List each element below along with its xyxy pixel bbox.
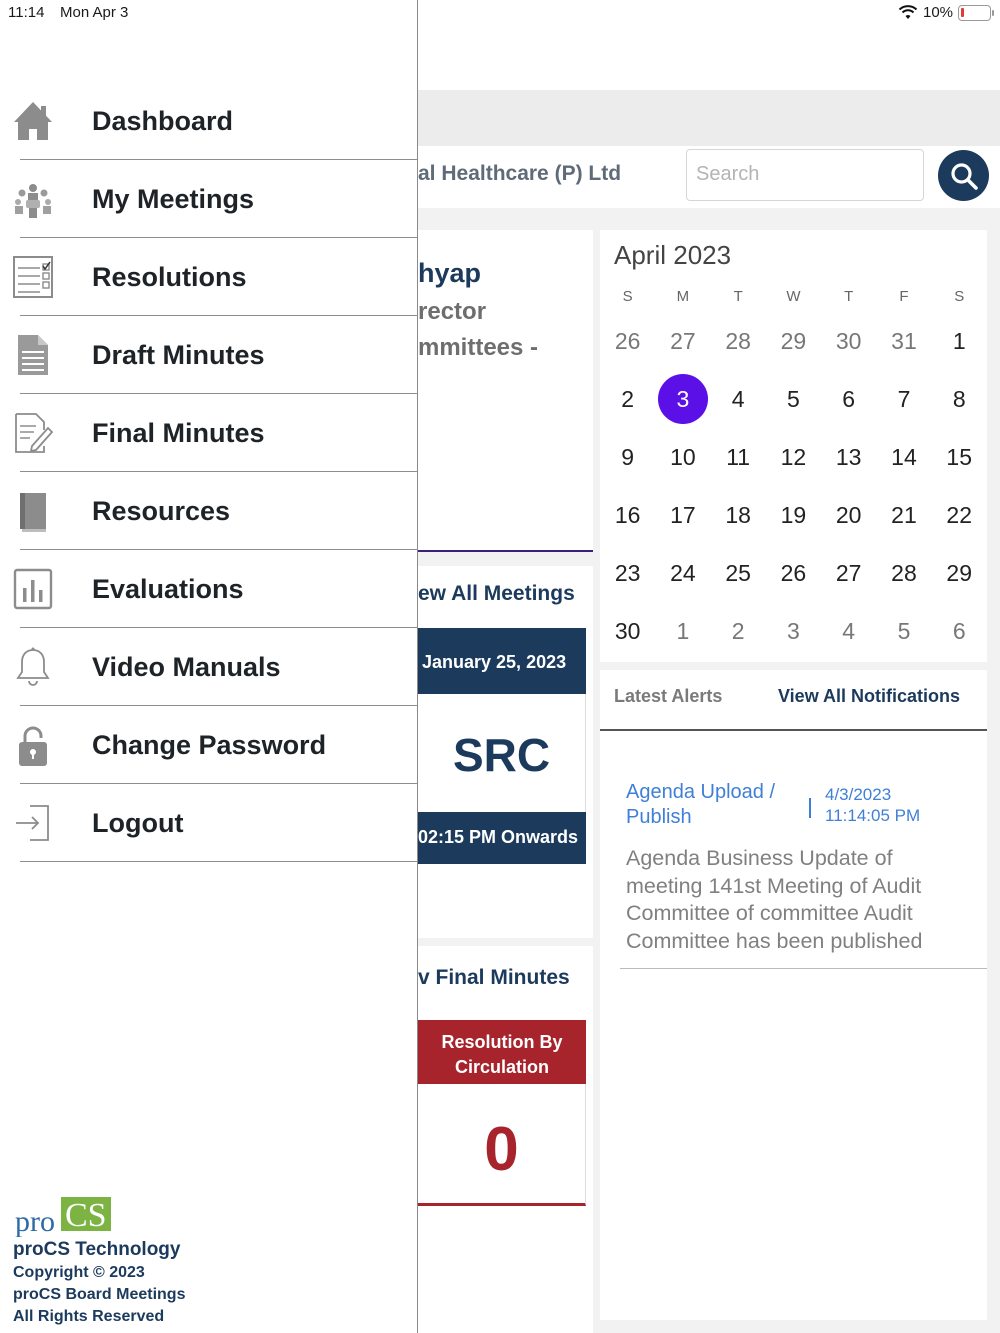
calendar-day[interactable]: 2 [621, 386, 635, 412]
calendar-day[interactable]: 29 [946, 560, 973, 586]
calendar-day[interactable]: 27 [670, 328, 696, 354]
view-all-notifications-link[interactable]: View All Notifications [778, 686, 961, 706]
menu-item-label: Dashboard [92, 105, 234, 136]
alert-type[interactable]: Agenda Upload / Publish [626, 781, 776, 828]
calendar-day[interactable]: 19 [780, 502, 807, 528]
calendar-day[interactable]: 7 [897, 386, 911, 412]
calendar-day[interactable]: 14 [891, 444, 917, 470]
divider [620, 968, 987, 969]
bell-icon [12, 644, 54, 690]
calendar-day[interactable]: 20 [835, 502, 862, 528]
menu-item-label: Final Minutes [92, 417, 265, 448]
final-minutes-card [418, 946, 593, 1333]
menu-item-label: My Meetings [92, 183, 255, 214]
meeting-time: 02:15 PM Onwards [418, 812, 586, 864]
calendar-week [600, 312, 987, 370]
calendar-week [600, 370, 987, 428]
user-role: rector [418, 298, 487, 325]
footer-copyright: Copyright © 2023 [13, 1264, 145, 1281]
battery-percentage: 10% [923, 4, 954, 21]
resolution-by-circulation-label: Resolution By Circulation [418, 1020, 586, 1084]
company-name: al Healthcare (P) Ltd [418, 162, 622, 185]
menu-item-dashboard[interactable] [0, 82, 418, 160]
menu-item-draft-minutes[interactable] [0, 316, 418, 394]
calendar-day[interactable]: 26 [614, 328, 641, 354]
menu-item-final-minutes[interactable] [0, 394, 418, 472]
menu-item-label: Evaluations [92, 573, 244, 604]
weekday-label: T [733, 288, 743, 305]
alert-time: 11:14:05 PM [825, 806, 921, 825]
calendar-day[interactable]: 30 [614, 618, 641, 644]
calendar-week [600, 544, 987, 602]
footer-product: proCS Board Meetings [13, 1286, 186, 1303]
calendar-day[interactable]: 29 [780, 328, 807, 354]
calendar-week [600, 486, 987, 544]
menu-item-label: Draft Minutes [92, 339, 265, 370]
calendar-day[interactable]: 15 [946, 444, 973, 470]
calendar-week [600, 428, 987, 486]
calendar-day[interactable]: 18 [725, 502, 751, 528]
calendar-day[interactable]: 22 [946, 502, 973, 528]
drawer-footer [13, 1193, 313, 1325]
menu-item-evaluations[interactable] [0, 550, 418, 628]
menu-item-resources[interactable] [0, 472, 418, 550]
meeting-committee-code[interactable]: SRC [418, 694, 586, 812]
latest-alerts-panel [600, 670, 987, 1320]
calendar-day[interactable]: 1 [676, 618, 690, 644]
calendar-day[interactable]: 30 [835, 328, 862, 354]
calendar-day[interactable]: 6 [952, 618, 966, 644]
resolution-count[interactable]: 0 [418, 1084, 586, 1206]
profile-card [418, 230, 593, 552]
status-date: Mon Apr 3 [60, 4, 129, 21]
calendar-day[interactable]: 12 [780, 444, 807, 470]
calendar-day[interactable]: 28 [891, 560, 917, 586]
menu-item-label: Resources [92, 495, 231, 526]
checklist-icon [12, 254, 54, 300]
calendar-day[interactable]: 4 [731, 386, 745, 412]
meeting-people-icon [12, 176, 54, 222]
weekday-label: M [676, 288, 690, 305]
document-icon [12, 332, 54, 378]
weekday-label: S [954, 288, 965, 305]
wifi-icon [898, 5, 918, 20]
menu-item-logout[interactable] [0, 784, 418, 862]
calendar-day[interactable]: 11 [726, 444, 751, 470]
top-band [418, 90, 1000, 146]
drawer-menu [0, 82, 418, 862]
calendar-week [600, 602, 987, 660]
calendar-day[interactable]: 2 [731, 618, 745, 644]
calendar-day[interactable]: 5 [787, 386, 800, 412]
search-input[interactable]: Search [686, 149, 924, 201]
footer-rights: All Rights Reserved [13, 1308, 165, 1325]
book-icon [12, 488, 54, 534]
calendar-day[interactable]: 4 [842, 618, 856, 644]
meetings-card [418, 566, 593, 938]
alert-timestamp [825, 784, 920, 826]
calendar-day[interactable]: 17 [670, 502, 696, 528]
search-icon [949, 161, 979, 191]
view-all-meetings-link[interactable]: ew All Meetings [418, 582, 575, 605]
calendar-day[interactable]: 1 [952, 328, 966, 354]
calendar-day[interactable]: 31 [891, 328, 917, 354]
menu-item-label: Video Manuals [92, 651, 281, 682]
user-name: hyap [418, 258, 482, 288]
svg-text:CS: CS [65, 1197, 107, 1234]
calendar-day[interactable]: 24 [670, 560, 696, 586]
alert-message: Agenda Business Update of meeting 141st Meeting of Audit Committee of committee Audit Committee has been published [626, 846, 923, 953]
calendar-day[interactable]: 26 [780, 560, 807, 586]
battery-icon [958, 5, 991, 21]
menu-item-resolutions[interactable] [0, 238, 418, 316]
lock-icon [12, 722, 54, 768]
calendar-day[interactable]: 16 [614, 502, 641, 528]
calendar-day[interactable]: 3 [787, 618, 800, 644]
calendar-day[interactable]: 10 [670, 444, 696, 470]
latest-alerts-heading: Latest Alerts [614, 686, 723, 706]
bar-chart-icon [12, 566, 54, 612]
menu-item-label: Resolutions [92, 261, 247, 292]
calendar-day[interactable]: 6 [842, 386, 856, 412]
calendar-day[interactable]: 27 [835, 560, 862, 586]
divider [809, 798, 811, 818]
calendar-month-title: April 2023 [614, 240, 732, 270]
calendar-day[interactable]: 21 [891, 502, 917, 528]
calendar-day[interactable]: 9 [621, 444, 635, 470]
weekday-label: W [786, 288, 801, 305]
calendar-day-selected[interactable] [655, 370, 710, 428]
calendar-grid [600, 282, 987, 660]
status-time: 11:14 [8, 4, 45, 21]
procs-logo [13, 1193, 113, 1237]
weekday-label: F [899, 288, 909, 305]
navigation-drawer [0, 0, 418, 1333]
footer-company: proCS Technology [13, 1239, 181, 1260]
menu-item-video-manuals[interactable] [0, 628, 418, 706]
logout-icon [12, 800, 54, 846]
weekday-label: T [844, 288, 854, 305]
status-bar [0, 0, 1000, 26]
menu-item-label: Change Password [92, 729, 327, 760]
search-button[interactable] [938, 150, 989, 201]
selected-day-label: 3 [658, 374, 708, 424]
weekday-label: S [622, 288, 633, 305]
meeting-date: January 25, 2023 [418, 628, 586, 694]
home-icon [12, 98, 54, 144]
view-final-minutes-link[interactable]: v Final Minutes [418, 966, 570, 989]
calendar-day[interactable]: 25 [725, 560, 751, 586]
calendar-day[interactable]: 23 [614, 560, 641, 586]
calendar-day[interactable]: 28 [725, 328, 751, 354]
svg-text:pro: pro [15, 1205, 55, 1237]
calendar-day[interactable]: 8 [952, 386, 966, 412]
calendar-day[interactable]: 5 [897, 618, 911, 644]
calendar-weekday-row [600, 282, 987, 312]
calendar [600, 230, 987, 662]
document-edit-icon [12, 410, 54, 456]
menu-item-my-meetings[interactable] [0, 160, 418, 238]
calendar-day[interactable]: 13 [835, 444, 862, 470]
alert-date: 4/3/2023 [825, 785, 892, 804]
user-committees: mmittees - [418, 334, 539, 361]
menu-item-label: Logout [92, 807, 184, 838]
menu-item-change-password[interactable] [0, 706, 418, 784]
divider [600, 729, 987, 731]
